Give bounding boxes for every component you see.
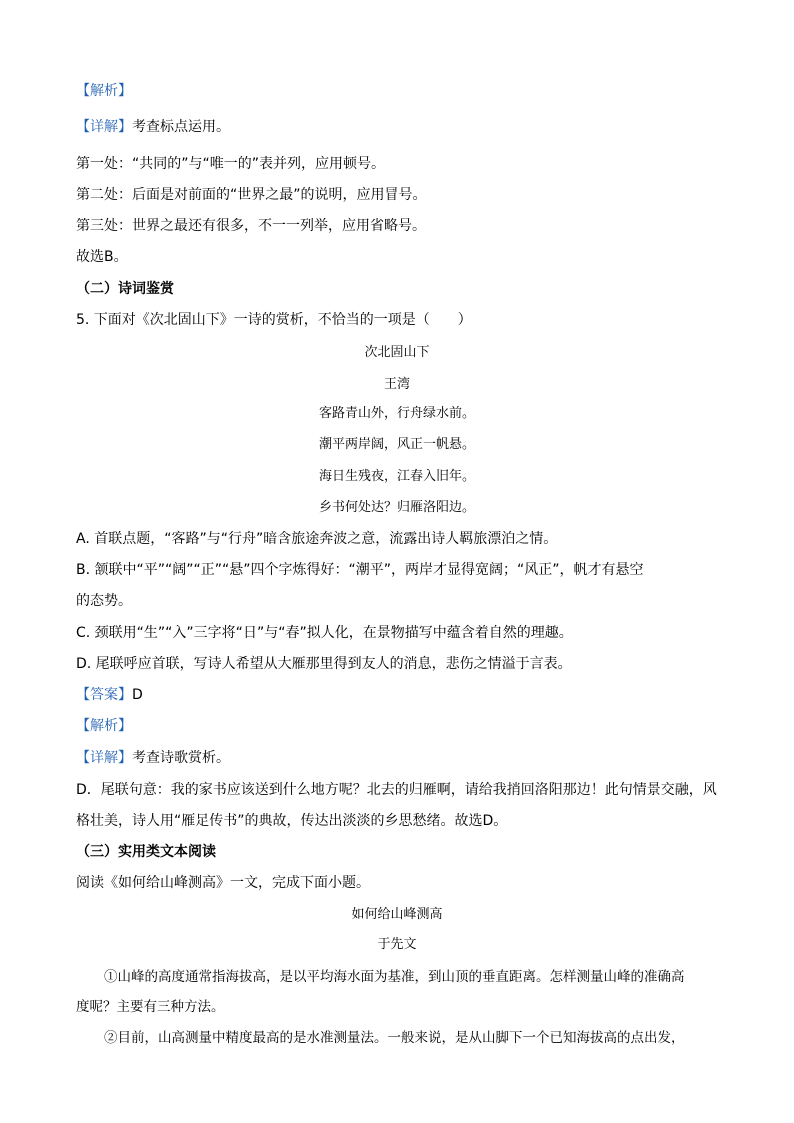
poem-author: 王湾 — [383, 377, 410, 392]
option-b-line-1: B. 颔联中“平”“阔”“正”“悬”四个字炼得好：“潮平”，两岸才显得宽阔；“风正”，帆才有悬空 — [76, 562, 644, 578]
detail-label: 【详解】 — [76, 119, 132, 135]
question-5: 5. 下面对《次北固山下》一诗的赏析，不恰当的一项是（ ） — [76, 312, 472, 328]
explain-line-4: 故选B。 — [76, 249, 128, 265]
answer-tag: 【答案】 — [76, 687, 132, 703]
detail-line — [76, 118, 230, 136]
detail-label-2: 【详解】 — [76, 750, 132, 766]
analysis-tag-2: 【解析】 — [76, 718, 132, 734]
poem-line-1: 客路青山外，行舟绿水前。 — [318, 406, 475, 421]
explain-d-line-1: D．尾联句意：我的家书应该送到什么地方呢？北去的归雁啊，请给我捎回洛阳那边！此句情景交融，风 — [76, 782, 717, 798]
option-b-line-2: 的态势。 — [76, 593, 132, 609]
article-p1-line-2: 度呢？主要有三种方法。 — [76, 999, 225, 1015]
article-title: 如何给山峰测高 — [351, 907, 443, 922]
analysis-tag: 【解析】 — [76, 83, 132, 99]
article-p2-line-1: ②目前，山高测量中精度最高的是水准测量法。一般来说，是从山脚下一个已知海拔高的点出发， — [104, 1030, 685, 1046]
section-heading-poetry: （二）诗词鉴赏 — [76, 281, 174, 297]
option-c: C. 颈联用“生”“入”三字将“日”与“春”拟人化，在景物描写中蕴含着自然的理趣。 — [76, 625, 573, 641]
poem-line-4: 乡书何处达？归雁洛阳边。 — [318, 500, 475, 515]
option-a: A. 首联点题，“客路”与“行舟”暗含旅途奔波之意，流露出诗人羁旅漂泊之情。 — [76, 531, 558, 547]
explain-line-3: 第三处：世界之最还有很多，不一一列举，应用省略号。 — [76, 218, 426, 234]
option-d: D. 尾联呼应首联，写诗人希望从大雁那里得到友人的消息，悲伤之情溢于言表。 — [76, 656, 572, 672]
poem-title: 次北固山下 — [364, 345, 430, 360]
poem-line-2: 潮平两岸阔，风正一帆悬。 — [318, 437, 475, 452]
section-heading-practical: （三）实用类文本阅读 — [76, 844, 216, 860]
detail-text: 考查标点运用。 — [132, 119, 230, 135]
detail-text-2: 考查诗歌赏析。 — [132, 750, 230, 766]
reading-instruction: 阅读《如何给山峰测高》一文，完成下面小题。 — [76, 875, 370, 891]
answer-value: D — [132, 687, 143, 703]
article-author: 于先文 — [377, 937, 417, 952]
poem-line-3: 海日生残夜，江春入旧年。 — [318, 469, 475, 484]
explain-d-line-2: 格壮美，诗人用“雁足传书”的典故，传达出淡淡的乡思愁绪。故选D。 — [76, 813, 508, 829]
explain-line-2: 第二处：后面是对前面的“世界之最”的说明，应用冒号。 — [76, 187, 427, 203]
detail-line-2 — [76, 749, 230, 767]
article-p1-line-1: ①山峰的高度通常指海拔高，是以平均海水面为基准，到山顶的垂直距离。怎样测量山峰的准确高 — [104, 969, 685, 985]
explain-line-1: 第一处：“共同的”与“唯一的”表并列，应用顿号。 — [76, 156, 386, 172]
answer-line — [76, 686, 143, 704]
